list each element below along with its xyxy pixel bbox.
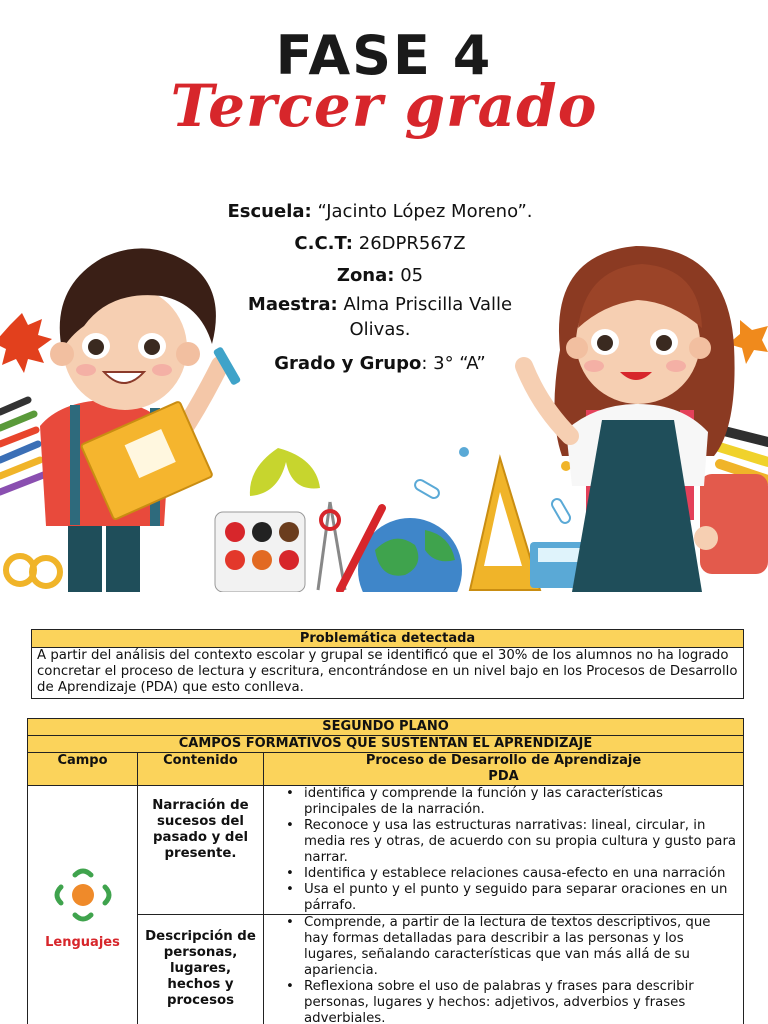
problem-header: Problemática detectada [32, 630, 744, 648]
list-item: • Reconoce y usa las estructuras narrativas: lineal, circular, in media res y otras, de acuerdo con su propia cultura y gusto para narrar. [268, 818, 737, 866]
teacher-row: Maestra: Alma Priscilla Valle [247, 294, 513, 315]
col-campo-header: Campo [28, 753, 138, 786]
zone-row: Zona: 05 [336, 265, 424, 286]
campo-cell [28, 786, 138, 1024]
cover-title-fase: FASE 4 [275, 24, 493, 87]
pda-cell [264, 786, 744, 915]
campo-name: Lenguajes [45, 935, 120, 950]
group-row: Grado y Grupo: 3° “A” [274, 353, 486, 374]
lenguajes-icon [51, 863, 115, 927]
list-item: • Comprende, a partir de la lectura de textos descriptivos, que hay formas detalladas para describir a las personas y los lugares, señalando características que van más allá de su apariencia. [268, 915, 737, 979]
plan-table [27, 718, 744, 1024]
cct-row: C.C.T: 26DPR567Z [294, 233, 466, 254]
contenido-cell: Descripción de personas, lugares, hechos y procesos [138, 915, 264, 1024]
school-info [190, 196, 570, 380]
col-pda-header: Proceso de Desarrollo de Aprendizaje PDA [264, 753, 744, 786]
plan-title: SEGUNDO PLANO [28, 719, 744, 736]
teacher-row-2: Olivas. [349, 319, 411, 340]
problem-text: A partir del análisis del contexto escolar y grupal se identificó que el 30% de los alumnos no ha logrado concretar el proceso de lectura y escritura, encontrándose en un nivel bajo en los Procesos de Desarrollo de Aprendizaje (PDA) que esto conlleva. [32, 648, 744, 699]
list-item: • Identifica y establece relaciones causa-efecto en una narración [268, 866, 737, 882]
col-contenido-header: Contenido [138, 753, 264, 786]
list-item: • Usa el punto y el punto y seguido para separar oraciones en un párrafo. [268, 882, 737, 914]
table-row [28, 786, 744, 915]
pda-cell [264, 915, 744, 1024]
list-item: • Reflexiona sobre el uso de palabras y frases para describir personas, lugares y hechos: adjetivos, adverbios y frases adverbiales. [268, 979, 737, 1024]
plan-subtitle: CAMPOS FORMATIVOS QUE SUSTENTAN EL APRENDIZAJE [28, 736, 744, 753]
cover-title-grado: Tercer grado [170, 72, 598, 140]
problem-table [31, 629, 744, 699]
list-item: • identifica y comprende la función y las características principales de la narración. [268, 786, 737, 818]
contenido-cell: Narración de sucesos del pasado y del presente. [138, 786, 264, 915]
school-row: Escuela: “Jacinto López Moreno”. [227, 201, 533, 222]
pda-list [268, 786, 737, 914]
pda-list [268, 915, 737, 1024]
